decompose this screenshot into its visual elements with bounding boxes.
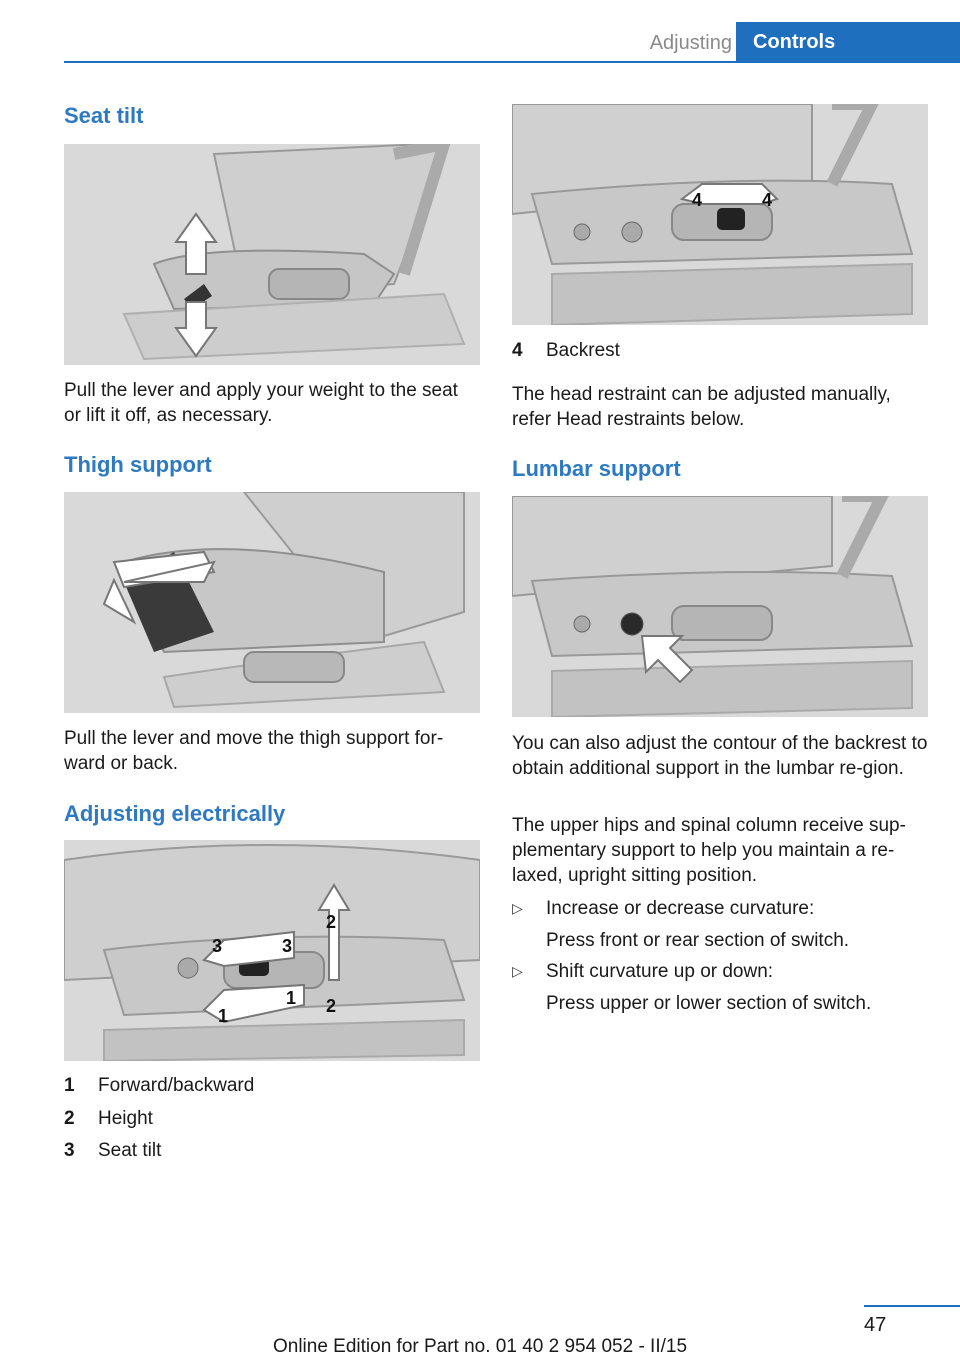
triangle-right-icon: ▷ [512,900,523,916]
seat-tilt-text: Pull the lever and apply your weight to the seat or lift it off, as necessary. [64,380,458,426]
lumbar-support-illustration [512,496,928,717]
chapter-tab: Controls [736,22,960,62]
bullet-label: Shift curvature up or down: [546,961,774,982]
seat-tilt-illustration [64,144,480,365]
bullet-detail: Press front or rear section of switch. [546,930,850,951]
lumbar-text-1: You can also adjust the contour of the backrest to obtain additional support in the lumbar re-gion. [512,733,928,779]
heading-seat-tilt: Seat tilt [64,103,144,128]
figure-seat-tilt [64,144,480,365]
legend-number: 2 [64,1108,75,1129]
legend-number: 4 [512,340,523,361]
head-restraint-text: The head restraint can be adjusted manually, refer Head restraints below. [512,384,891,430]
footer-edition: Online Edition for Part no. 01 40 2 954 052 - II/15 [272,1336,688,1357]
callout-1a: 1 [218,1006,229,1026]
electric-seat-illustration [64,840,480,1061]
heading-thigh-support: Thigh support [64,452,212,477]
bullet-detail: Press upper or lower section of switch. [546,993,872,1014]
legend-label: Height [98,1108,153,1129]
page-header [0,0,960,64]
callout-3a: 3 [212,936,223,956]
figure-thigh-support [64,492,480,713]
figure-backrest [512,104,928,325]
thigh-support-illustration [64,492,480,713]
triangle-right-icon: ▷ [512,963,523,979]
callout-1b: 1 [286,988,297,1008]
callout-3b: 3 [282,936,293,956]
footer-rule [864,1305,960,1307]
header-rule [64,61,960,63]
legend-label: Backrest [546,340,620,361]
legend-label: Seat tilt [98,1140,162,1161]
legend-number: 1 [64,1075,75,1096]
bullet-label: Increase or decrease curvature: [546,898,815,919]
callout-2a: 2 [326,912,337,932]
heading-lumbar-support: Lumbar support [512,456,681,481]
callout-4a: 4 [692,190,703,210]
lumbar-text-2: The upper hips and spinal column receive sup-plementary support to help you maintain a re-laxed, upright sitting position. [512,815,906,886]
figure-adjusting-electrically [64,840,480,1061]
thigh-support-text: Pull the lever and move the thigh support for-ward or back. [64,728,444,774]
figure-lumbar-support [512,496,928,717]
section-tab: Adjusting [649,32,732,54]
legend-label: Forward/backward [98,1075,255,1096]
backrest-illustration [512,104,928,325]
callout-4b: 4 [762,190,773,210]
callout-2b: 2 [326,996,337,1016]
legend-number: 3 [64,1140,75,1161]
heading-adjusting-electrically: Adjusting electrically [64,801,286,826]
page-number: 47 [864,1314,887,1336]
